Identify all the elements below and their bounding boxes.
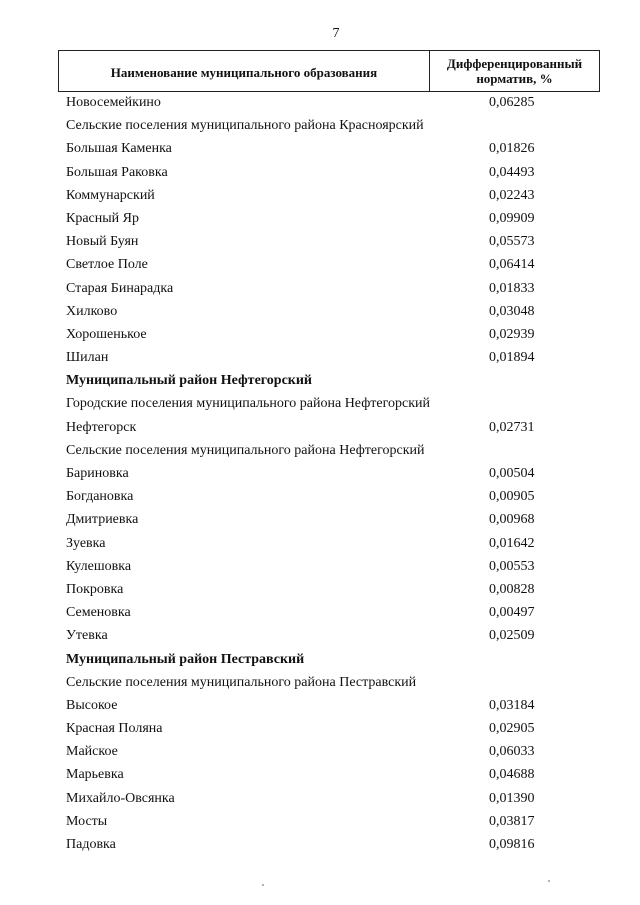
row-name: Майское (66, 744, 118, 760)
subsection-heading-row (66, 672, 600, 695)
table-row (66, 579, 600, 602)
row-value: 0,01894 (489, 350, 535, 366)
row-value: 0,02905 (489, 721, 535, 737)
row-value: 0,01833 (489, 280, 535, 296)
row-name: Хорошенькое (66, 326, 147, 342)
table-row (66, 138, 600, 161)
table-row (66, 254, 600, 277)
table-row (66, 764, 600, 787)
table-row (66, 602, 600, 625)
table-row (66, 486, 600, 509)
row-value: 0,02939 (489, 326, 535, 342)
row-name: Утевка (66, 628, 108, 644)
table-row (66, 509, 600, 532)
row-value: 0,01390 (489, 790, 535, 806)
header-value-line2: норматив, % (476, 71, 553, 86)
table-row (66, 162, 600, 185)
row-name: Нефтегорск (66, 419, 137, 435)
row-name: Муниципальный район Нефтегорский (66, 373, 312, 389)
row-value: 0,02243 (489, 187, 535, 203)
row-value: 0,00828 (489, 581, 535, 597)
table-row (66, 208, 600, 231)
row-name: Новый Буян (66, 234, 139, 250)
table-row (66, 463, 600, 486)
table-row (66, 695, 600, 718)
row-name: Светлое Поле (66, 257, 148, 273)
row-name: Коммунарский (66, 187, 155, 203)
row-name: Бариновка (66, 466, 129, 481)
header-name-column: Наименование муниципального образования (59, 51, 430, 91)
scan-speck (262, 884, 264, 886)
row-name: Большая Каменка (66, 141, 172, 157)
table-row (66, 811, 600, 834)
row-value: 0,05573 (489, 234, 535, 250)
table-row (66, 301, 600, 324)
row-value: 0,03817 (489, 813, 535, 829)
row-name: Хилково (66, 303, 118, 319)
row-value: 0,00504 (489, 466, 535, 481)
row-value: 0,00905 (489, 489, 535, 505)
row-name: Дмитриевка (66, 512, 139, 528)
row-value: 0,01642 (489, 535, 535, 551)
row-name: Сельские поселения муниципального района Красноярский (66, 118, 424, 134)
table-row (66, 625, 600, 648)
row-name: Муниципальный район Пестравский (66, 651, 305, 667)
page-number: 7 (332, 26, 340, 41)
row-value: 0,06414 (489, 257, 535, 273)
row-value: 0,09816 (489, 837, 535, 852)
row-name: Покровка (66, 581, 124, 597)
table-row (66, 556, 600, 579)
row-name: Зуевка (66, 535, 106, 551)
table-row (66, 231, 600, 254)
table-row (66, 324, 600, 347)
row-name: Высокое (66, 697, 118, 713)
row-value: 0,03048 (489, 303, 535, 319)
section-heading-row (66, 649, 600, 672)
table-row (66, 533, 600, 556)
row-value: 0,00553 (489, 558, 535, 574)
row-name: Сельские поселения муниципального района Нефтегорский (66, 442, 425, 458)
row-name: Новосемейкино (66, 95, 161, 110)
table-body (66, 92, 600, 857)
row-name: Красная Поляна (66, 721, 163, 737)
row-name: Красный Яр (66, 210, 139, 226)
row-value: 0,06285 (489, 95, 535, 110)
row-name: Большая Раковка (66, 164, 168, 180)
row-value: 0,00968 (489, 512, 535, 528)
row-name: Шилан (66, 350, 109, 366)
row-name: Кулешовка (66, 558, 132, 574)
row-value: 0,00497 (489, 605, 535, 621)
header-value-line1: Дифференцированный (446, 56, 583, 71)
row-name: Марьевка (66, 767, 124, 783)
row-name: Семеновка (66, 605, 131, 621)
table-row (66, 834, 600, 857)
row-value: 0,02731 (489, 419, 535, 435)
row-name: Мосты (66, 813, 108, 829)
row-value: 0,02509 (489, 628, 535, 644)
table-row (66, 278, 600, 301)
section-heading-row (66, 370, 600, 393)
table-row (66, 92, 600, 115)
row-name: Падовка (66, 837, 116, 852)
header-value-column (430, 51, 599, 91)
row-name: Городские поселения муниципального района Нефтегорский (66, 396, 430, 412)
row-name: Старая Бинарадка (66, 280, 174, 296)
table-header (58, 50, 600, 92)
table-row (66, 185, 600, 208)
row-value: 0,04493 (489, 164, 535, 180)
row-value: 0,09909 (489, 210, 535, 226)
table-row (66, 417, 600, 440)
row-value: 0,06033 (489, 744, 535, 760)
row-name: Богдановка (66, 489, 134, 505)
row-value: 0,01826 (489, 141, 535, 157)
subsection-heading-row (66, 393, 600, 416)
table-row (66, 741, 600, 764)
subsection-heading-row (66, 440, 600, 463)
row-name: Михайло-Овсянка (66, 790, 175, 806)
table-row (66, 718, 600, 741)
scan-speck (548, 880, 550, 882)
table-row (66, 347, 600, 370)
row-name: Сельские поселения муниципального района Пестравский (66, 674, 417, 690)
subsection-heading-row (66, 115, 600, 138)
row-value: 0,04688 (489, 767, 535, 783)
row-value: 0,03184 (489, 697, 535, 713)
table-row (66, 788, 600, 811)
